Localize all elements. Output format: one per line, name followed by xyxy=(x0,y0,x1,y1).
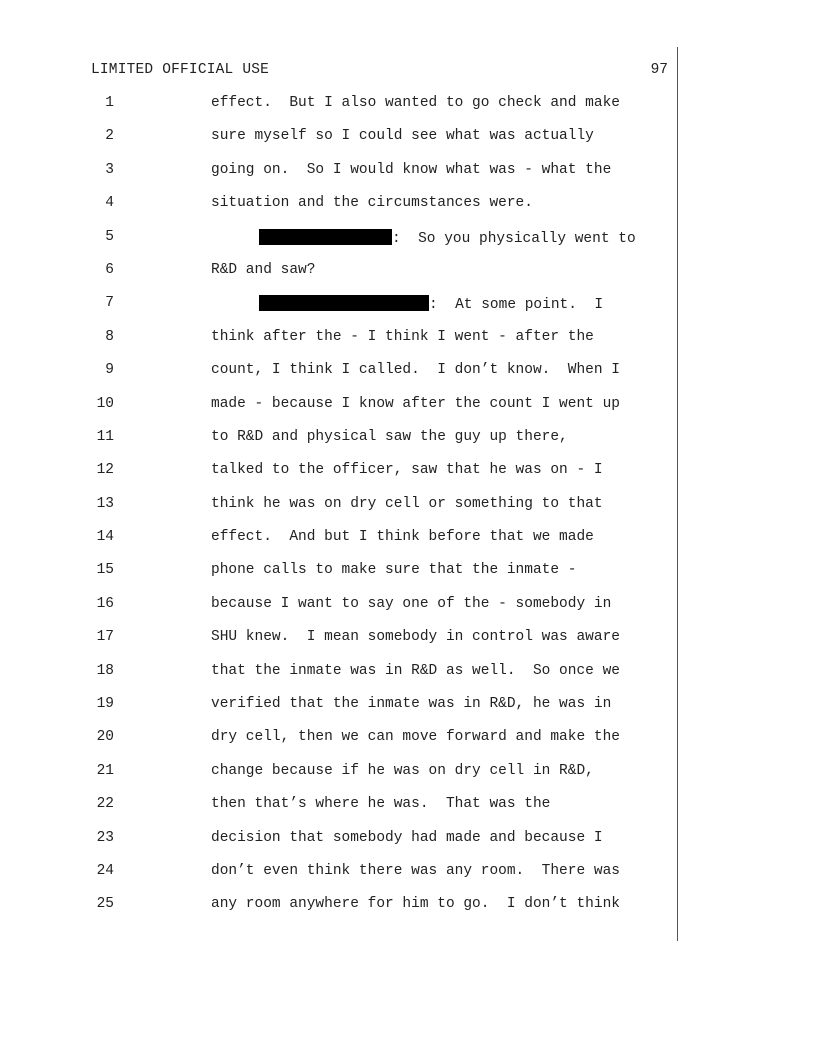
line-number: 17 xyxy=(96,629,114,646)
line-text: because I want to say one of the - somebody in xyxy=(211,595,612,612)
line-number: 14 xyxy=(96,529,114,546)
line-text: effect. But I also wanted to go check and make xyxy=(211,95,620,111)
line-number: 24 xyxy=(96,862,114,879)
transcript-line xyxy=(0,262,816,295)
line-number: 16 xyxy=(96,595,114,612)
line-text: change because if he was on dry cell in R&D, xyxy=(211,762,594,779)
transcript-line xyxy=(0,529,816,562)
transcript-line xyxy=(0,229,816,262)
transcript-line xyxy=(0,663,816,696)
line-number: 5 xyxy=(105,228,114,245)
classification-header: LIMITED OFFICIAL USE xyxy=(91,62,270,78)
line-text: that the inmate was in R&D as well. So once we xyxy=(211,662,620,679)
transcript-line xyxy=(0,796,816,829)
line-text: dry cell, then we can move forward and make the xyxy=(211,729,620,746)
line-text: going on. So I would know what was - what the xyxy=(211,161,612,178)
redacted-speaker-name xyxy=(259,229,392,245)
transcript-line xyxy=(0,162,816,195)
line-number: 1 xyxy=(105,95,114,111)
line-text: talked to the officer, saw that he was on - I xyxy=(211,462,603,479)
line-text: sure myself so I could see what was actually xyxy=(211,128,594,145)
line-number: 21 xyxy=(96,762,114,779)
speaker-line-text xyxy=(259,295,603,313)
transcript-line xyxy=(0,295,816,328)
line-number: 12 xyxy=(96,462,114,479)
line-text: effect. And but I think before that we made xyxy=(211,529,594,546)
transcript-line xyxy=(0,863,816,896)
transcript-line xyxy=(0,830,816,863)
line-number: 10 xyxy=(96,395,114,412)
line-text: decision that somebody had made and because I xyxy=(211,829,603,846)
transcript-line xyxy=(0,763,816,796)
line-number: 15 xyxy=(96,562,114,579)
line-number: 9 xyxy=(105,362,114,379)
transcript-line xyxy=(0,95,816,128)
line-number: 22 xyxy=(96,796,114,813)
line-number: 23 xyxy=(96,829,114,846)
line-text: R&D and saw? xyxy=(211,261,316,278)
line-number: 18 xyxy=(96,662,114,679)
transcript-line xyxy=(0,329,816,362)
redacted-speaker-name xyxy=(259,295,429,311)
transcript-line xyxy=(0,896,816,929)
line-text: made - because I know after the count I went up xyxy=(211,395,620,412)
line-text: think he was on dry cell or something to that xyxy=(211,495,603,512)
line-number: 6 xyxy=(105,261,114,278)
transcript-line xyxy=(0,195,816,228)
transcript-line xyxy=(0,629,816,662)
transcript-line xyxy=(0,696,816,729)
transcript-line xyxy=(0,128,816,161)
transcript-line xyxy=(0,562,816,595)
line-text: verified that the inmate was in R&D, he was in xyxy=(211,696,612,713)
line-text: situation and the circumstances were. xyxy=(211,195,533,212)
transcript-line xyxy=(0,429,816,462)
transcript-line xyxy=(0,362,816,395)
transcript-line xyxy=(0,596,816,629)
page-number: 97 xyxy=(650,62,668,78)
line-number: 7 xyxy=(105,295,114,312)
line-text: count, I think I called. I don’t know. When I xyxy=(211,362,620,379)
line-text: to R&D and physical saw the guy up there, xyxy=(211,428,568,445)
speaker-line-text xyxy=(259,229,636,247)
line-text: : So you physically went to xyxy=(392,230,636,247)
transcript-line xyxy=(0,729,816,762)
line-number: 25 xyxy=(96,896,114,913)
line-number: 19 xyxy=(96,696,114,713)
line-number: 20 xyxy=(96,729,114,746)
line-number: 8 xyxy=(105,328,114,345)
line-text: : At some point. I xyxy=(429,297,604,314)
transcript-line xyxy=(0,496,816,529)
line-number: 3 xyxy=(105,161,114,178)
line-text: don’t even think there was any room. There was xyxy=(211,862,620,879)
transcript-line xyxy=(0,396,816,429)
line-number: 13 xyxy=(96,495,114,512)
line-number: 4 xyxy=(105,195,114,212)
line-number: 11 xyxy=(96,428,114,445)
line-text: any room anywhere for him to go. I don’t think xyxy=(211,896,620,913)
line-text: then that’s where he was. That was the xyxy=(211,796,551,813)
transcript-line xyxy=(0,462,816,495)
line-text: phone calls to make sure that the inmate - xyxy=(211,562,577,579)
transcript-lines xyxy=(0,95,816,930)
line-text: think after the - I think I went - after the xyxy=(211,328,594,345)
line-number: 2 xyxy=(105,128,114,145)
line-text: SHU knew. I mean somebody in control was aware xyxy=(211,629,620,646)
